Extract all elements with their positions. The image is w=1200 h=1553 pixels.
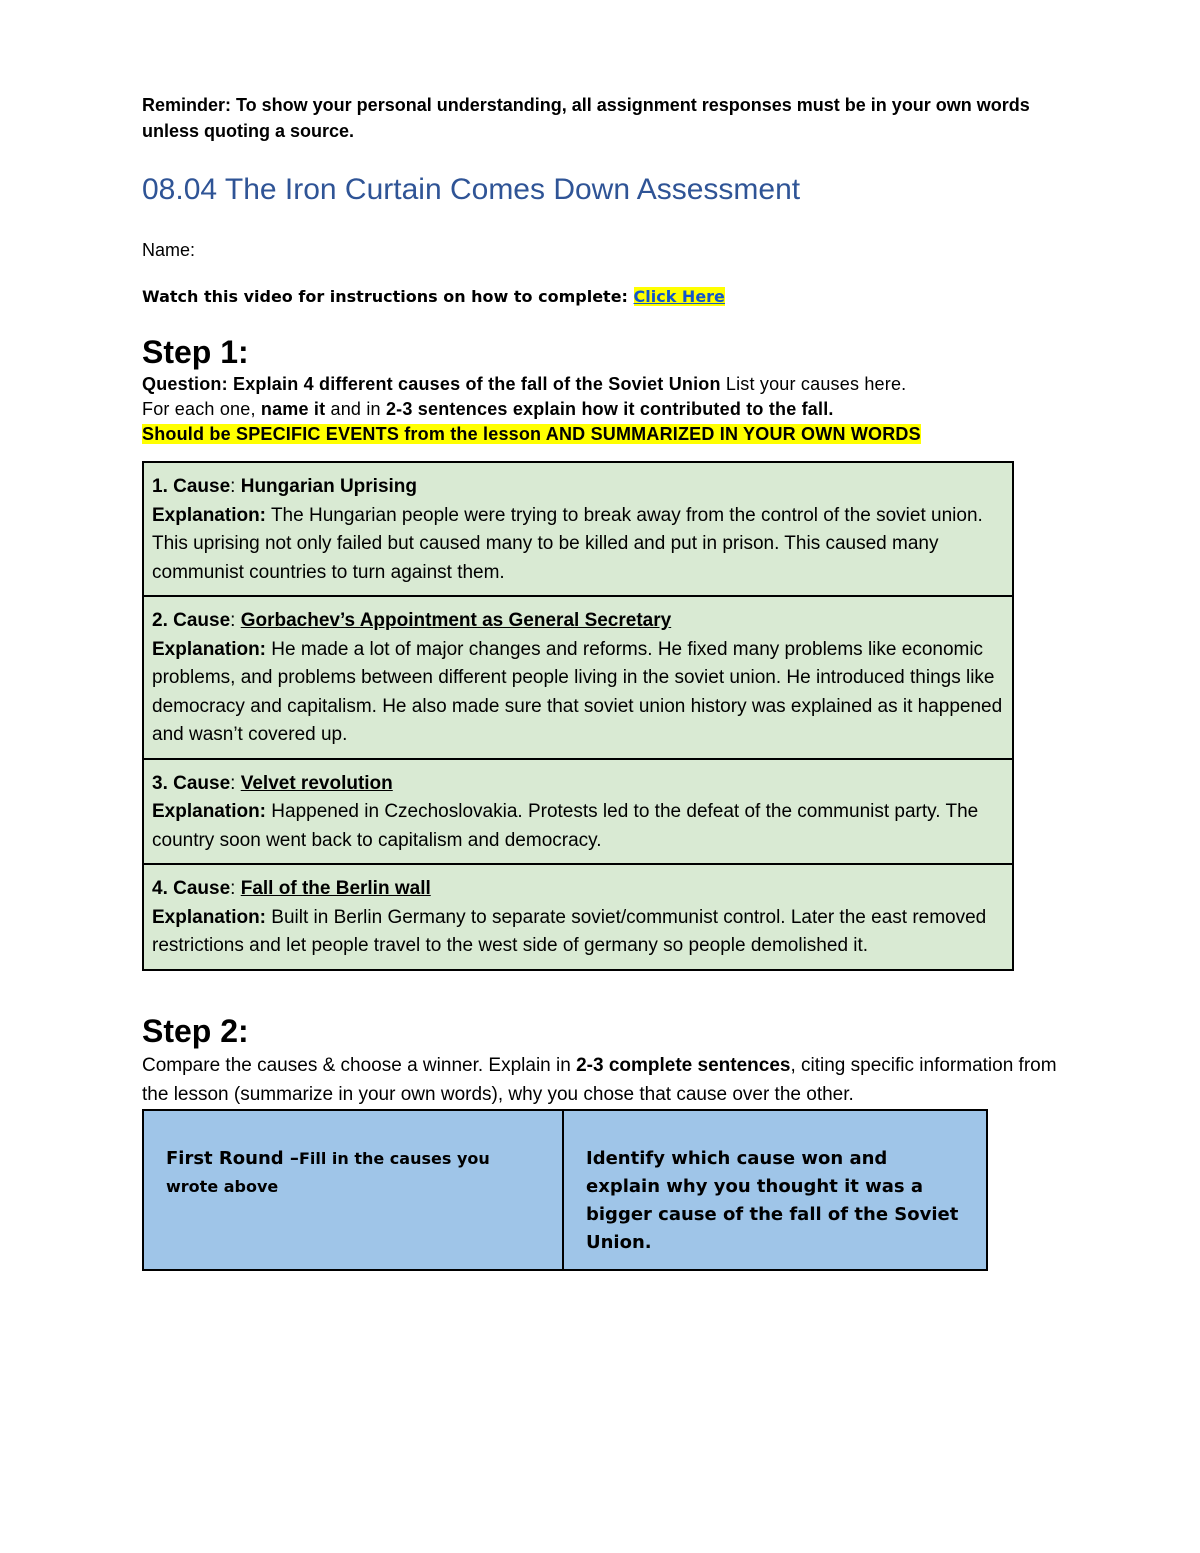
cause-name: Gorbachev’s Appointment as General Secretary: [240, 610, 672, 631]
watch-instructions: [142, 284, 1072, 310]
cause-row[interactable]: 1. Cause: Hungarian Uprising Explanation: The Hungarian people were trying to break away from the control of the soviet union. This uprising not only failed but caused many to be killed and put in prison. This caused many communist countries to turn against them.: [144, 463, 1012, 597]
first-round-instruction: Fill in the causes you wrote above: [166, 1148, 490, 1196]
cause-number: 3. Cause: [152, 772, 231, 794]
step2-text-b: 2-3 complete sentences: [576, 1054, 791, 1076]
explanation-label: Explanation:: [152, 638, 267, 660]
line2-a: For each one,: [142, 399, 261, 419]
explanation-label: Explanation:: [152, 504, 267, 526]
line2-d: 2-3 sentences explain how it contributed to the fall.: [385, 399, 834, 419]
line2-b: name it: [260, 399, 326, 419]
explanation-label: Explanation:: [152, 801, 267, 822]
cause-number: 4. Cause: [152, 878, 231, 899]
cause-number: 1. Cause: [152, 476, 231, 497]
cause-row[interactable]: 4. Cause: Fall of the Berlin wall Explanation: Built in Berlin Germany to separate soviet/communist control. Later the east removed restrictions and let people travel to the west side of germany so people demolished it.: [144, 865, 1012, 969]
winner-instruction: Identify which cause won and explain why you thought it was a bigger cause of the fall of the Soviet Union.: [586, 1147, 959, 1253]
step1-question: [142, 372, 1072, 447]
cause-row[interactable]: 2. Cause: Gorbachev’s Appointment as General Secretary Explanation: He made a lot of major changes and reforms. He fixed many problems like economic problems, and problems between different people living in the soviet union. He introduced things like democracy and capitalism. He also made sure that soviet union history was explained as it happened and wasn’t covered up.: [144, 597, 1012, 760]
step2-heading: Step 2:: [142, 1012, 249, 1049]
first-round-title: First Round –: [166, 1147, 299, 1169]
explanation-text: He made a lot of major changes and reforms. He fixed many problems like economic problems, and problems between different people living in the soviet union. He introduced things like democracy and capitalism. He also made sure that soviet union history was explained as it happened and wasn’t covered up.: [152, 638, 1003, 745]
cause-number: 2. Cause: [152, 610, 231, 631]
highlight-instruction: Should be SPECIFIC EVENTS from the lesson AND SUMMARIZED IN YOUR OWN WORDS: [142, 424, 921, 444]
first-round-cell[interactable]: [144, 1111, 564, 1269]
question-bold: Question: Explain 4 different causes of the fall of the Soviet Union: [142, 374, 721, 394]
page-title: 08.04 The Iron Curtain Comes Down Assessment: [142, 173, 801, 206]
cause-name: Hungarian Uprising: [240, 476, 418, 497]
watch-text: Watch this video for instructions on how to complete:: [142, 287, 634, 306]
document-page: [142, 92, 1072, 1271]
cause-row[interactable]: 3. Cause: Velvet revolution Explanation: Happened in Czechoslovakia. Protests led to the defeat of the communist party. The country soon went back to capitalism and democracy.: [144, 760, 1012, 866]
first-round-table: [142, 1109, 988, 1271]
explanation-text: Happened in Czechoslovakia. Protests led to the defeat of the communist party. The country soon went back to capitalism and democracy.: [152, 801, 979, 851]
winner-cell[interactable]: [564, 1111, 986, 1269]
cause-name: Fall of the Berlin wall: [240, 878, 431, 899]
step2-instructions: [142, 1051, 1072, 1109]
cause-name: Velvet revolution: [240, 772, 393, 794]
explanation-text: Built in Berlin Germany to separate soviet/communist control. Later the east removed restrictions and let people travel to the west side of germany so people demolished it.: [152, 906, 987, 956]
explanation-text: The Hungarian people were trying to break away from the control of the soviet union. This uprising not only failed but caused many to be killed and put in prison. This caused many communist countries to turn against them.: [152, 504, 983, 583]
step2-text-c: , citing specific information from the lesson (summarize in your own words), why you chose that cause over the other.: [142, 1054, 1057, 1105]
explanation-label: Explanation:: [152, 906, 267, 928]
reminder-text: Reminder: To show your personal understanding, all assignment responses must be in your own words unless quoting a source.: [142, 95, 1030, 141]
causes-table: [142, 461, 1014, 971]
step2-text-a: Compare the causes & choose a winner. Explain in: [142, 1054, 577, 1076]
name-label: Name:: [142, 240, 196, 260]
question-rest: List your causes here.: [720, 374, 907, 394]
line2-c: and in: [325, 399, 386, 419]
step1-heading: Step 1:: [142, 334, 249, 370]
click-here-link[interactable]: Click Here: [633, 287, 725, 306]
